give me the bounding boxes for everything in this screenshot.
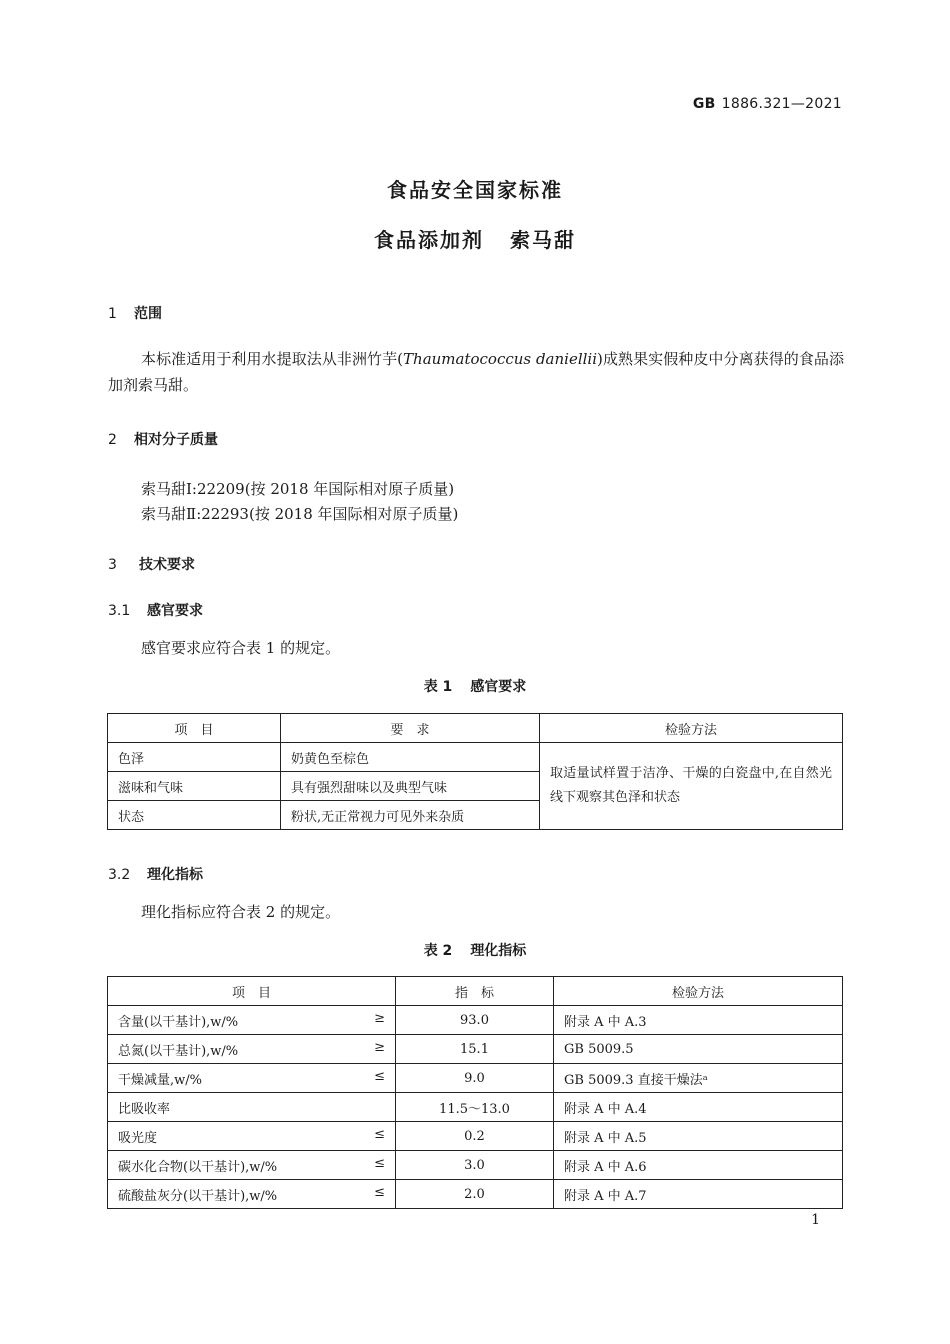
comparison-symbol: ≤ <box>374 1184 385 1200</box>
column-header: 项 目 <box>108 977 396 1006</box>
caption-number: 表 1 <box>423 679 453 695</box>
column-header: 检验方法 <box>554 977 843 1006</box>
mass-line-2: 索马甜Ⅱ:22293(按 2018 年国际相对原子质量) <box>141 505 459 523</box>
section-2-heading <box>108 429 218 449</box>
subtitle-part1: 食品添加剂 <box>374 228 484 252</box>
section-title: 范围 <box>134 306 162 322</box>
physchem-intro: 理化指标应符合表 2 的规定。 <box>141 903 341 921</box>
value-cell: 3.0 <box>396 1151 554 1180</box>
item-cell <box>108 1180 396 1209</box>
value-cell: 0.2 <box>396 1122 554 1151</box>
method-cell: 附录 A 中 A.4 <box>554 1093 843 1122</box>
value-cell: 93.0 <box>396 1006 554 1035</box>
section-title: 理化指标 <box>147 867 203 883</box>
section-title: 相对分子质量 <box>134 432 218 448</box>
section-number: 3.2 <box>108 867 131 883</box>
item-cell <box>108 1006 396 1035</box>
item-cell <box>108 1035 396 1064</box>
table-header-row <box>108 714 843 743</box>
item-label: 总氮(以干基计),w/% <box>118 1043 239 1059</box>
table-row <box>108 1064 843 1093</box>
method-cell: 附录 A 中 A.5 <box>554 1122 843 1151</box>
table-row <box>108 1093 843 1122</box>
section-number: 2 <box>108 432 117 448</box>
item-label: 硫酸盐灰分(以干基计),w/% <box>118 1188 278 1204</box>
comparison-symbol: ≥ <box>374 1039 385 1055</box>
caption-number: 表 2 <box>423 943 453 959</box>
value-cell: 9.0 <box>396 1064 554 1093</box>
scope-text-1: 本标准适用于利用水提取法从非洲竹芋( <box>141 350 404 368</box>
item-label: 吸光度 <box>118 1130 158 1146</box>
scope-text-2: )成熟果实假种皮中分离获得的食品添加剂索马甜。 <box>108 350 844 394</box>
method-cell: 附录 A 中 A.3 <box>554 1006 843 1035</box>
method-cell: 附录 A 中 A.6 <box>554 1151 843 1180</box>
column-header: 项 目 <box>108 714 281 743</box>
item-cell <box>108 1151 396 1180</box>
item-cell: 色泽 <box>108 743 281 772</box>
method-cell: 附录 A 中 A.7 <box>554 1180 843 1209</box>
physicochemical-table <box>107 976 843 1209</box>
item-cell <box>108 1064 396 1093</box>
section-3-2-heading <box>108 864 203 884</box>
comparison-symbol: ≤ <box>374 1155 385 1171</box>
requirement-cell: 粉状,无正常视力可见外来杂质 <box>281 801 540 830</box>
section-1-heading <box>108 303 162 323</box>
requirement-cell: 具有强烈甜味以及典型气味 <box>281 772 540 801</box>
method-cell: GB 5009.5 <box>554 1035 843 1064</box>
item-label: 比吸收率 <box>118 1101 171 1117</box>
standard-code: 1886.321—2021 <box>721 96 842 112</box>
column-header: 检验方法 <box>540 714 843 743</box>
item-cell: 状态 <box>108 801 281 830</box>
sensory-intro: 感官要求应符合表 1 的规定。 <box>141 639 341 657</box>
value-cell: 15.1 <box>396 1035 554 1064</box>
subtitle-part2: 索马甜 <box>510 228 576 252</box>
item-label: 含量(以干基计),w/% <box>118 1014 239 1030</box>
item-cell: 滋味和气味 <box>108 772 281 801</box>
standard-number <box>693 96 842 112</box>
item-cell <box>108 1122 396 1151</box>
table-row <box>108 1151 843 1180</box>
table-1-caption <box>0 676 950 696</box>
column-header: 要 求 <box>281 714 540 743</box>
standard-prefix: GB <box>692 96 716 112</box>
latin-name: Thaumatococcus daniellii <box>403 350 598 368</box>
method-cell: GB 5009.3 直接干燥法ᵃ <box>554 1064 843 1093</box>
table-header-row <box>108 977 843 1006</box>
sensory-table <box>107 713 843 830</box>
caption-title: 理化指标 <box>470 943 527 959</box>
section-3-1-heading <box>108 600 203 620</box>
requirement-cell: 奶黄色至棕色 <box>281 743 540 772</box>
section-number: 1 <box>108 306 117 322</box>
section-title: 感官要求 <box>147 603 203 619</box>
column-header: 指 标 <box>396 977 554 1006</box>
table-row <box>108 743 843 772</box>
table-row <box>108 1035 843 1064</box>
table-row <box>108 1180 843 1209</box>
scope-paragraph <box>108 346 844 398</box>
mass-line-1: 索马甜Ⅰ:22209(按 2018 年国际相对原子质量) <box>141 480 455 498</box>
section-number: 3 <box>108 557 117 573</box>
page-number: 1 <box>811 1212 820 1228</box>
table-2-caption <box>0 940 950 960</box>
table-row <box>108 1006 843 1035</box>
comparison-symbol: ≤ <box>374 1126 385 1142</box>
comparison-symbol: ≥ <box>374 1010 385 1026</box>
section-title: 技术要求 <box>139 557 195 573</box>
item-cell <box>108 1093 396 1122</box>
document-subtitle <box>0 224 950 253</box>
item-label: 碳水化合物(以干基计),w/% <box>118 1159 278 1175</box>
value-cell: 2.0 <box>396 1180 554 1209</box>
value-cell: 11.5～13.0 <box>396 1093 554 1122</box>
method-cell: 取适量试样置于洁净、干燥的白瓷盘中,在自然光线下观察其色泽和状态 <box>540 743 843 830</box>
section-number: 3.1 <box>108 603 131 619</box>
item-label: 干燥减量,w/% <box>118 1072 202 1088</box>
section-3-heading <box>108 554 195 574</box>
caption-title: 感官要求 <box>470 679 527 695</box>
table-row <box>108 1122 843 1151</box>
comparison-symbol: ≤ <box>374 1068 385 1084</box>
document-title: 食品安全国家标准 <box>387 178 563 202</box>
